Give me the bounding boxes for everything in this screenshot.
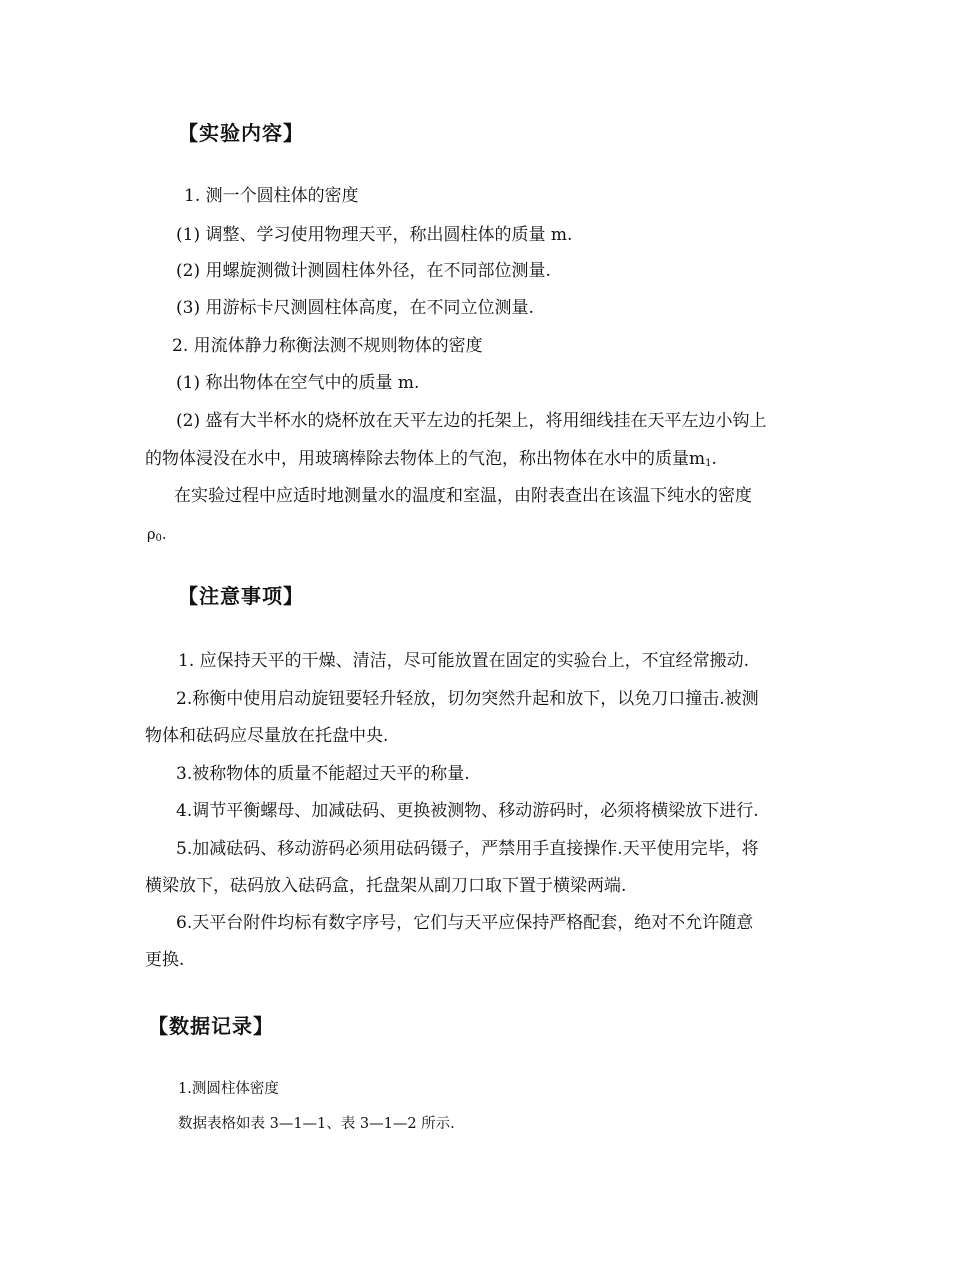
- content-line-4: (3) 用游标卡尺测圆柱体高度，在不同立位测量.: [176, 298, 534, 318]
- notes-line-9: 更换.: [145, 950, 185, 970]
- content-line-10: [147, 524, 167, 550]
- content-line-8: [145, 448, 717, 475]
- notes-line-8: 6.天平台附件均标有数字序号，它们与天平应保持严格配套，绝对不允许随意: [176, 913, 754, 933]
- section-heading-notes: 【注意事项】: [178, 584, 304, 608]
- content-line-3: (2) 用螺旋测微计测圆柱体外径，在不同部位测量.: [176, 261, 551, 281]
- content-line-8-text: 的物体浸没在水中，用玻璃棒除去物体上的气泡，称出物体在水中的质量m: [145, 449, 706, 469]
- rho-subscript: 0: [155, 533, 162, 544]
- notes-line-6: 5.加减砝码、移动游码必须用砝码镊子，严禁用手直接操作.天平使用完毕，将: [176, 839, 759, 859]
- section-heading-data: 【数据记录】: [148, 1014, 274, 1038]
- content-line-9: 在实验过程中应适时地测量水的温度和室温，由附表查出在该温下纯水的密度: [174, 486, 752, 506]
- content-line-8-period: .: [711, 449, 717, 469]
- data-line-1: 1.测圆柱体密度: [178, 1081, 279, 1097]
- rho-period: .: [161, 527, 167, 543]
- content-line-2: (1) 调整、学习使用物理天平，称出圆柱体的质量 m.: [176, 225, 573, 245]
- notes-line-2: 2.称衡中使用启动旋钮要轻升轻放，切勿突然升起和放下，以免刀口撞击.被测: [176, 689, 759, 709]
- data-line-2: 数据表格如表 3—1—1、表 3—1—2 所示.: [178, 1116, 455, 1132]
- content-line-5: 2. 用流体静力称衡法测不规则物体的密度: [172, 336, 483, 356]
- notes-line-4: 3.被称物体的质量不能超过天平的称量.: [176, 764, 470, 784]
- section-heading-content: 【实验内容】: [178, 121, 304, 145]
- content-line-7: (2) 盛有大半杯水的烧杯放在天平左边的托架上，将用细线挂在天平左边小钩上: [176, 411, 767, 431]
- notes-line-3: 物体和砝码应尽量放在托盘中央.: [145, 726, 389, 746]
- content-line-1: 1. 测一个圆柱体的密度: [184, 186, 359, 206]
- notes-line-7: 横梁放下，砝码放入砝码盒，托盘架从副刀口取下置于横梁两端.: [145, 876, 627, 896]
- rho-symbol: ρ: [147, 527, 156, 543]
- content-line-6: (1) 称出物体在空气中的质量 m.: [176, 373, 420, 393]
- notes-line-1: 1. 应保持天平的干燥、清洁，尽可能放置在固定的实验台上，不宜经常搬动.: [178, 651, 750, 671]
- notes-line-5: 4.调节平衡螺母、加减砝码、更换被测物、移动游码时，必须将横梁放下进行.: [176, 801, 759, 821]
- mass-subscript: 1: [705, 458, 712, 469]
